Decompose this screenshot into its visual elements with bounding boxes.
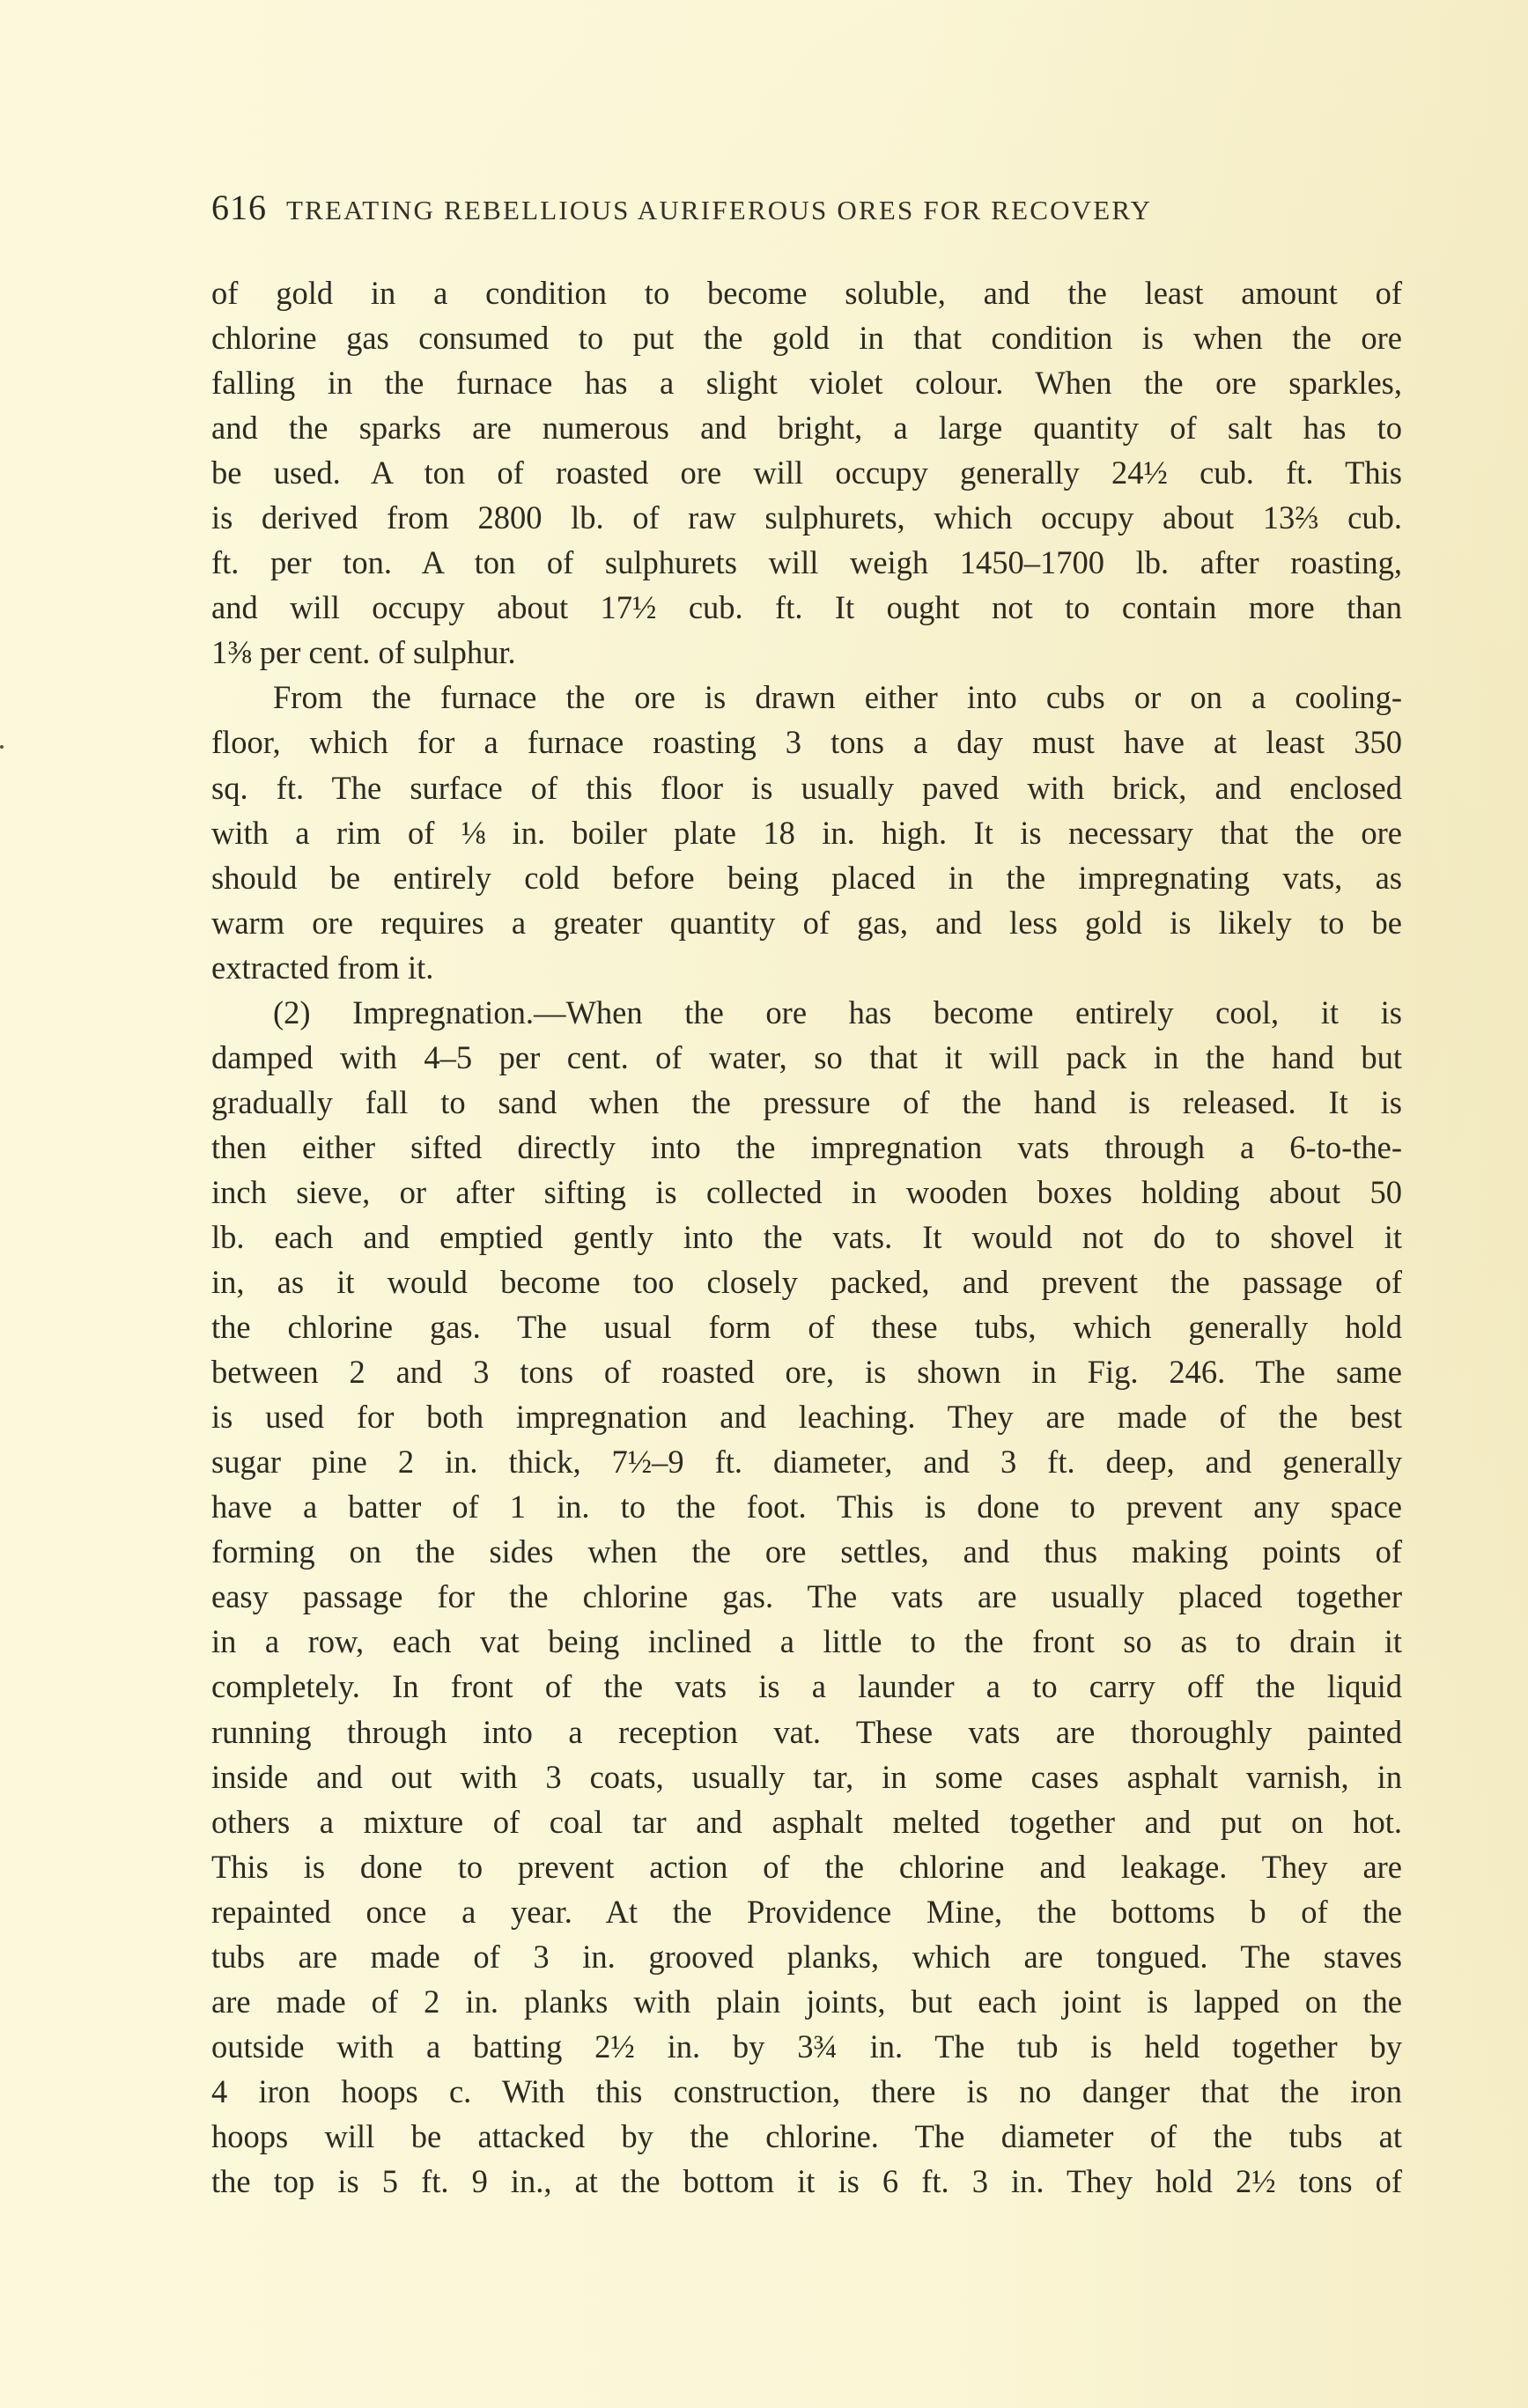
text-line: falling in the furnace has a slight violet colour. When the ore sparkles, (211, 365, 1402, 402)
text-line: ft. per ton. A ton of sulphurets will weigh 1450–1700 lb. after roasting, (211, 544, 1402, 581)
text-line: repainted once a year. At the Providence Mine, the bottoms b of the (211, 1893, 1402, 1930)
text-line: easy passage for the chlorine gas. The vats are usually placed together (211, 1578, 1402, 1615)
paragraph-start-line: (2) Impregnation.—When the ore has become entirely cool, it is (273, 993, 1402, 1030)
text-line: the top is 5 ft. 9 in., at the bottom it is 6 ft. 3 in. They hold 2½ tons of (211, 2162, 1402, 2199)
text-line: 1⅜ per cent. of sulphur. (211, 634, 516, 671)
text-line: of gold in a condition to become soluble, and the least amount of (211, 275, 1402, 311)
text-line: inside and out with 3 coats, usually tar, in some cases asphalt varnish, in (211, 1758, 1402, 1795)
text-line: sugar pine 2 in. thick, 7½–9 ft. diameter, and 3 ft. deep, and generally (211, 1444, 1402, 1481)
text-line: hoops will be attacked by the chlorine. The diameter of the tubs at (211, 2117, 1402, 2154)
text-line: running through into a reception vat. These vats are thoroughly painted (211, 1713, 1402, 1750)
text-line: and will occupy about 17½ cub. ft. It ought not to contain more than (211, 589, 1402, 626)
text-line: is derived from 2800 lb. of raw sulphurets, which occupy about 13⅔ cub. (211, 499, 1402, 536)
body-text (211, 270, 1402, 2204)
page-number: 616 (211, 188, 267, 227)
text-line: completely. In front of the vats is a launder a to carry off the liquid (211, 1668, 1402, 1705)
text-line: have a batter of 1 in. to the foot. This is done to prevent any space (211, 1488, 1402, 1525)
text-line: inch sieve, or after sifting is collected in wooden boxes holding about 50 (211, 1173, 1402, 1210)
text-line: with a rim of ⅛ in. boiler plate 18 in. high. It is necessary that the ore (211, 814, 1402, 851)
text-line: others a mixture of coal tar and asphalt melted together and put on hot. (211, 1803, 1402, 1840)
text-line: in, as it would become too closely packed, and prevent the passage of (211, 1264, 1402, 1301)
text-line: outside with a batting 2½ in. by 3¾ in. The tub is held together by (211, 2028, 1402, 2065)
text-line: lb. each and emptied gently into the vats. It would not do to shovel it (211, 1218, 1402, 1255)
running-title: TREATING REBELLIOUS AURIFEROUS ORES FOR RECOVERY (286, 195, 1153, 225)
text-line: gradually fall to sand when the pressure of the hand is released. It is (211, 1083, 1402, 1120)
text-line: floor, which for a furnace roasting 3 tons a day must have at least 350 (211, 724, 1402, 761)
text-line: should be entirely cold before being placed in the impregnating vats, as (211, 859, 1402, 896)
text-line: forming on the sides when the ore settles, and thus making points of (211, 1533, 1402, 1570)
text-line: 4 iron hoops c. With this construction, there is no danger that the iron (211, 2072, 1402, 2109)
text-line: is used for both impregnation and leaching. They are made of the best (211, 1399, 1402, 1436)
text-line: between 2 and 3 tons of roasted ore, is shown in Fig. 246. The same (211, 1354, 1402, 1391)
text-line: be used. A ton of roasted ore will occupy generally 24½ cub. ft. This (211, 454, 1402, 491)
text-line: sq. ft. The surface of this floor is usually paved with brick, and enclosed (211, 769, 1402, 806)
text-line: and the sparks are numerous and bright, a large quantity of salt has to (211, 410, 1402, 447)
text-line: are made of 2 in. planks with plain joints, but each joint is lapped on the (211, 1983, 1402, 2020)
text-line: then either sifted directly into the impregnation vats through a 6-to-the- (211, 1128, 1402, 1165)
text-line: warm ore requires a greater quantity of gas, and less gold is likely to be (211, 904, 1402, 941)
text-line: chlorine gas consumed to put the gold in that condition is when the ore (211, 320, 1402, 357)
running-head (211, 187, 1402, 233)
text-line: in a row, each vat being inclined a little to the front so as to drain it (211, 1623, 1402, 1660)
text-line: extracted from it. (211, 949, 434, 986)
text-line: This is done to prevent action of the chlorine and leakage. They are (211, 1848, 1402, 1885)
text-line: the chlorine gas. The usual form of these tubs, which generally hold (211, 1309, 1402, 1346)
text-line: tubs are made of 3 in. grooved planks, which are tongued. The staves (211, 1938, 1402, 1975)
paper-speck (0, 745, 4, 749)
paragraph-start-line: From the furnace the ore is drawn either into cubs or on a cooling- (273, 679, 1402, 716)
text-line: damped with 4–5 per cent. of water, so that it will pack in the hand but (211, 1038, 1402, 1075)
